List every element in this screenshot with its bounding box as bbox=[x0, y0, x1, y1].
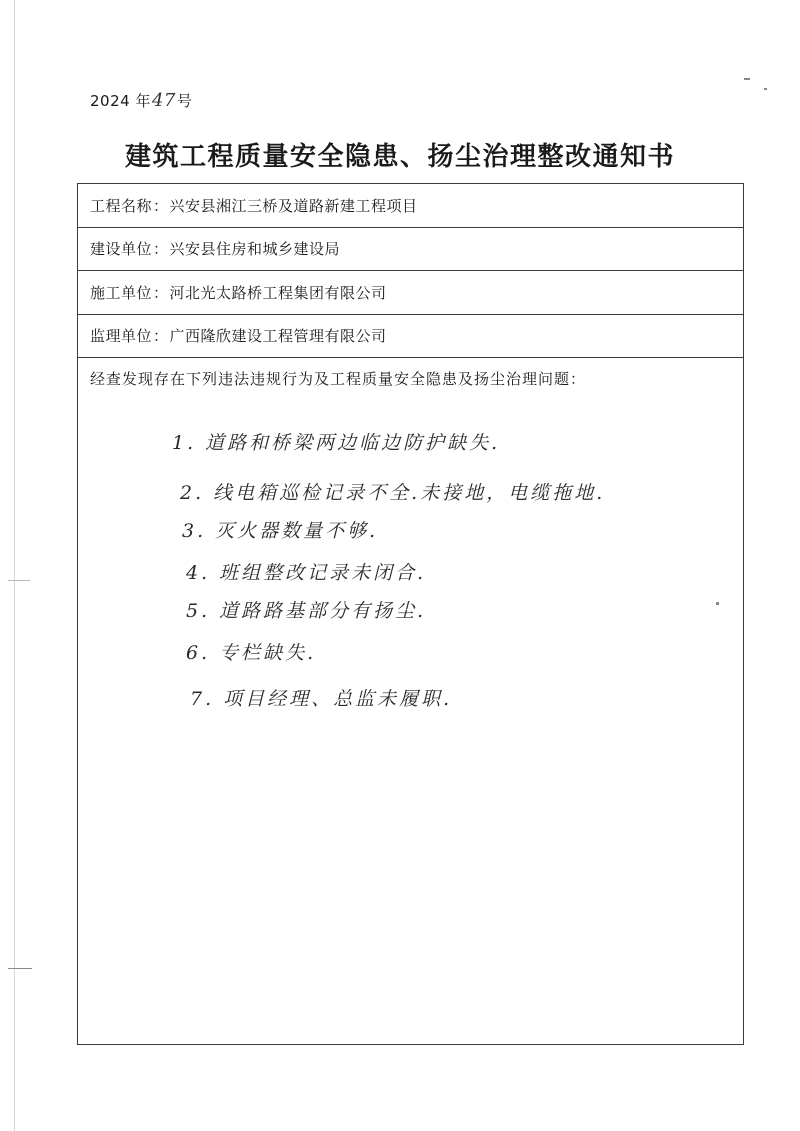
construction-owner-row bbox=[78, 228, 743, 272]
label-separator: ： bbox=[153, 283, 169, 302]
construction-owner-label: 建设单位 bbox=[90, 240, 153, 259]
project-name-value: 兴安县湘江三桥及道路新建工程项目 bbox=[169, 196, 418, 215]
handwritten-document-number: 47 bbox=[151, 90, 176, 111]
project-name-label: 工程名称 bbox=[90, 196, 153, 215]
supervisor-value: 广西隆欣建设工程管理有限公司 bbox=[169, 327, 387, 346]
contractor-row bbox=[78, 271, 743, 315]
document-year: 2024 年 bbox=[90, 92, 151, 110]
issue-item: 4. 班组整改记录未闭合. bbox=[186, 562, 427, 584]
scan-speck bbox=[8, 580, 30, 581]
document-number bbox=[90, 90, 192, 111]
issues-heading: 经查发现存在下列违法违规行为及工程质量安全隐患及扬尘治理问题： bbox=[90, 370, 587, 388]
label-separator: ： bbox=[153, 240, 169, 259]
scan-speck bbox=[8, 968, 32, 969]
contractor-label: 施工单位 bbox=[90, 283, 153, 302]
construction-owner-value: 兴安县住房和城乡建设局 bbox=[169, 240, 341, 259]
issue-item: 3. 灭火器数量不够. bbox=[182, 520, 379, 542]
issue-item: 7. 项目经理、总监未履职. bbox=[190, 688, 453, 710]
issue-item: 5. 道路路基部分有扬尘. bbox=[186, 600, 427, 622]
supervisor-row bbox=[78, 315, 743, 359]
document-title: 建筑工程质量安全隐患、扬尘治理整改通知书 bbox=[124, 142, 675, 172]
label-separator: ： bbox=[153, 196, 169, 215]
issue-item: 2. 线电箱巡检记录不全.未接地，电缆拖地. bbox=[180, 482, 606, 504]
project-name-row bbox=[78, 184, 743, 228]
scan-speck bbox=[744, 78, 750, 80]
document-number-suffix: 号 bbox=[176, 92, 193, 110]
contractor-value: 河北光太路桥工程集团有限公司 bbox=[169, 283, 387, 302]
supervisor-label: 监理单位 bbox=[90, 327, 153, 346]
scan-speck bbox=[716, 602, 719, 605]
label-separator: ： bbox=[153, 327, 169, 346]
issue-item: 1. 道路和桥梁两边临边防护缺失. bbox=[172, 432, 501, 454]
scan-speck bbox=[764, 88, 767, 90]
issue-item: 6. 专栏缺失. bbox=[186, 642, 317, 664]
issues-section bbox=[78, 358, 743, 399]
